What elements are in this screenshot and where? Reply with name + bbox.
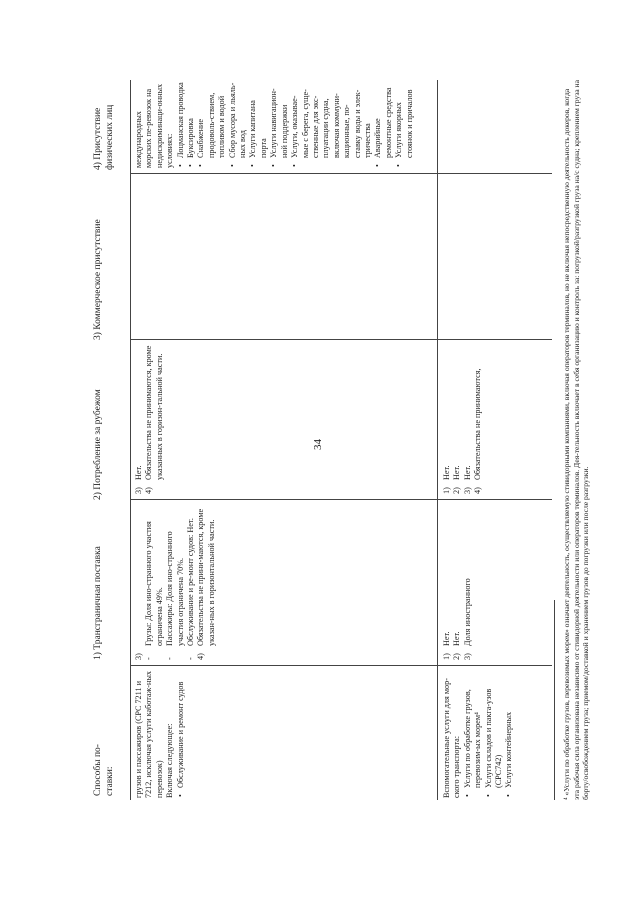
row1-mode-cell — [134, 670, 186, 798]
row1-mode-bullets — [176, 670, 186, 798]
header-commercial-presence: 3) Коммерческое присутствие — [93, 219, 103, 340]
row2-consumption-cell — [442, 344, 484, 494]
item-number: 1) — [442, 487, 451, 494]
bullet-item: • Услуги контейнерных — [504, 670, 514, 788]
bullet-item: • Снабжение продоволь-ствием, топливом и водой — [196, 82, 227, 158]
row1-consumption-cell — [134, 344, 165, 494]
bullet-item: • Лоцманская проводка — [176, 82, 186, 158]
item-number: 2) — [452, 487, 462, 494]
column-divider — [130, 665, 552, 666]
bullet-item: • Услуги, оказывае-мые с берега, суще-ственные для экс-плуатации судна, включая коммуни-кационные, по-ставку воды и элек-тричества — [290, 82, 373, 158]
numbered-item — [196, 505, 217, 660]
item-text: Обязательства не принимаются, — [473, 368, 483, 480]
row-rule — [437, 80, 438, 800]
row2-cross-border-cell — [442, 505, 473, 660]
numbered-item — [463, 344, 473, 494]
header-cross-border: 1) Трансграничная поставка — [93, 546, 103, 660]
numbered-item — [452, 505, 462, 660]
item-number: 3) — [134, 653, 143, 660]
row1-mode-text: грузов и пассажиров (CPC 7211 и 7212, исключая услуги каботаж-ных перевозок) — [134, 671, 164, 798]
item-text: Обязательства не принимаются, кроме указанных в горизон-тальной части. — [144, 345, 164, 480]
header-consumption-abroad: 2) Потребление за рубежом — [93, 389, 103, 500]
header-rule — [130, 80, 131, 800]
row1-mode-sub: Включая следующее: — [165, 723, 175, 798]
item-text: Нет. — [452, 465, 462, 480]
numbered-item — [186, 505, 196, 660]
bullet-item: • Услуги по обработке грузов, перевозим-ых морем⁴ — [463, 670, 484, 788]
bullet-item: • Услуги якорных стоянок и причалов — [394, 82, 415, 158]
numbered-item — [473, 344, 483, 494]
item-text: Обслуживание и ре-монт судов: Нет. — [186, 518, 196, 646]
row2-mode-text: Вспомогательные услуги для мор-ского транспорта: — [442, 678, 462, 798]
numbered-item — [452, 344, 462, 494]
numbered-item — [134, 505, 144, 660]
item-number: - — [144, 657, 154, 660]
item-text: Обязательства не прини-маются, кроме указан-ных в горизонтальной части. — [196, 508, 216, 646]
bullet-item: • Услуги навигацион-ной поддержки — [269, 82, 290, 158]
item-number: 2) — [452, 653, 462, 660]
bullet-item: • Услуги капитана порта — [248, 82, 269, 158]
numbered-item — [144, 505, 165, 660]
item-number: 4) — [144, 487, 154, 494]
row2-mode-cell — [442, 670, 515, 798]
bullet-item: • Аварийные ремонтные средства — [373, 82, 394, 158]
column-divider — [130, 339, 552, 340]
numbered-item — [442, 344, 452, 494]
item-text: Нет. — [442, 631, 451, 646]
row1-np-bullets — [176, 82, 415, 168]
item-number: 4) — [196, 653, 206, 660]
item-text: Нет. — [452, 631, 462, 646]
item-number: 3) — [462, 487, 472, 494]
numbered-item — [442, 505, 452, 660]
bullet-item: • Буксировка — [186, 82, 196, 158]
row1-cross-border-cell — [134, 505, 217, 660]
row1-np-text: международных морских пе-ревозок на недискриминаци-онных условиях: — [134, 83, 175, 168]
row1-natural-persons-cell — [134, 82, 415, 168]
item-text: Нет. — [134, 465, 143, 480]
numbered-item — [165, 505, 186, 660]
item-text: Нет. — [442, 465, 451, 480]
item-number: 4) — [473, 487, 483, 494]
item-number: - — [186, 657, 196, 660]
numbered-item — [144, 344, 165, 494]
item-text: Пассажиры: Доля ино-странного участия ограничена 70%. — [165, 531, 185, 646]
row2-mode-bullets — [463, 670, 515, 798]
item-text: Грузы: Доля ино-странного участия ограничена 49%. — [144, 521, 164, 646]
bullet-item: • Обслуживание и ремонт судов — [176, 670, 186, 788]
item-number: 3) — [462, 653, 472, 660]
numbered-item — [134, 344, 144, 494]
column-divider — [130, 173, 552, 174]
item-text: Доля иностранного — [462, 578, 472, 646]
rotated-table-page — [92, 80, 612, 800]
item-number: 1) — [442, 653, 451, 660]
item-text: Нет. — [462, 465, 472, 480]
item-number: 3) — [134, 487, 143, 494]
bullet-item: • Сбор мусора и льяль-ных вод — [228, 82, 249, 158]
header-modes: Способы по-ставки: — [93, 744, 115, 796]
page-number: 34 — [312, 439, 324, 450]
item-number: - — [165, 657, 175, 660]
header-natural-persons: 4) Присутствие физических лиц — [93, 104, 115, 170]
bullet-item: • Услуги складов и пакга-узов (CPC742) — [484, 670, 505, 788]
column-divider — [130, 499, 552, 500]
footnote: ⁴ «Услуги по обработке грузов, перевозимых морем» означает деятельность, осуществляемую стивидорными компаниями, включая операторов терминалов, но не включая непосредственную деятельность докеров, когда эта рабочая сила организована независимо от стивидорной деятельности или операторов терминалов. Дея-тельность включает в себя организацию и контроль за: погрузкой/разгрузкой груза на/с судна; креплением груза на борту/освобождением груза; приемом/доставкой и хранением грузов до погрузки или после разгрузки. — [562, 80, 591, 800]
footnote-rule — [554, 600, 555, 800]
numbered-item — [463, 505, 473, 660]
